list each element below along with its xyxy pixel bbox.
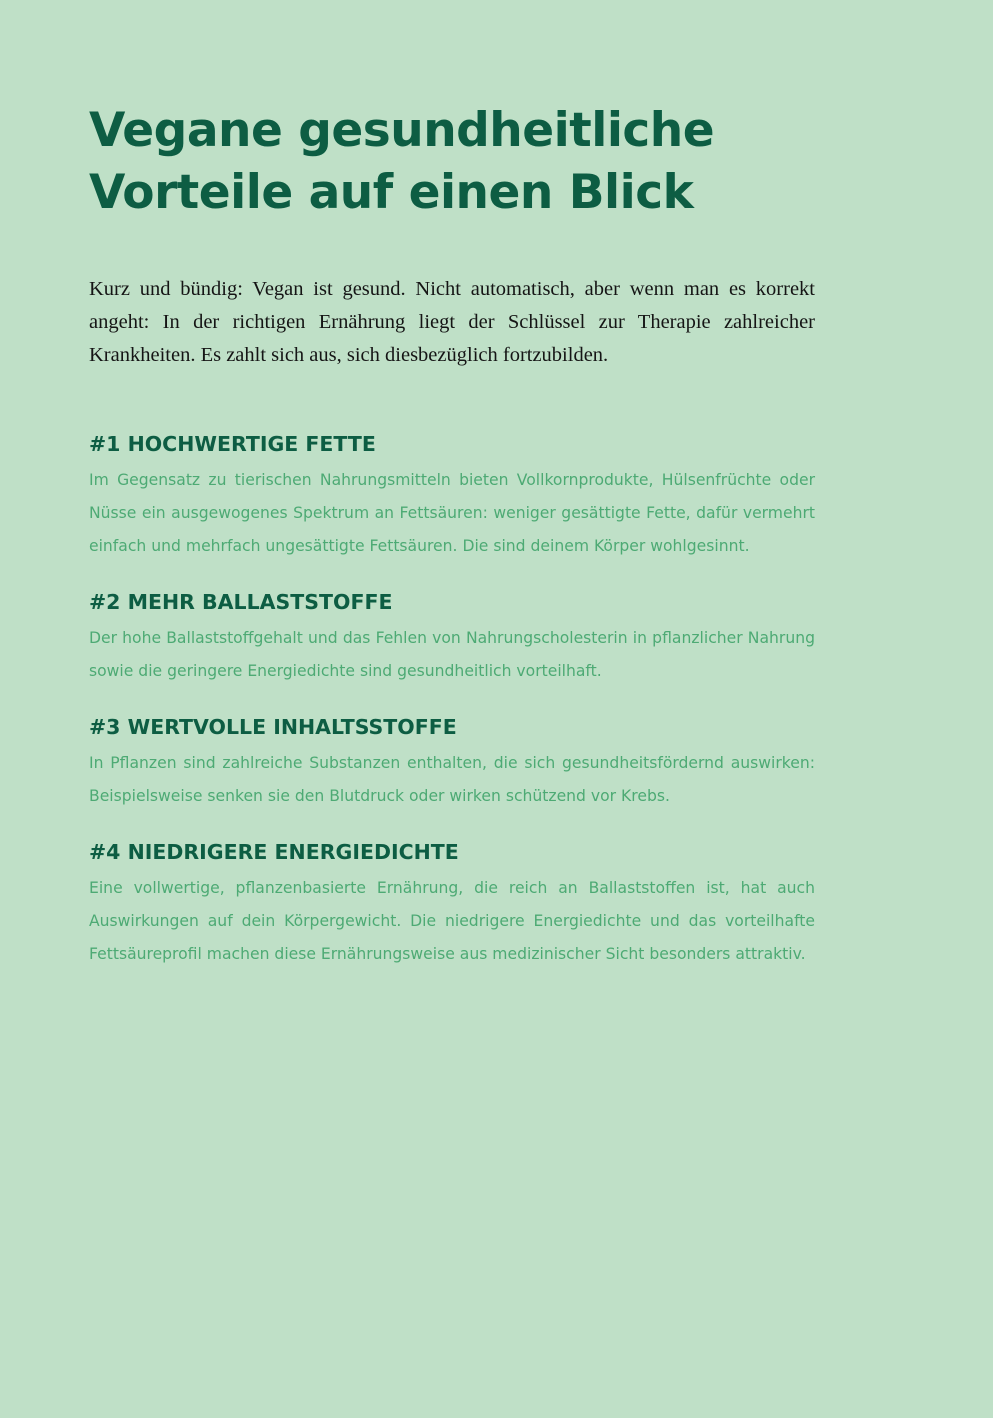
section-heading: #4 NIEDRIGERE ENERGIEDICHTE — [89, 840, 459, 864]
section-heading: #3 WERTVOLLE INHALTSSTOFFE — [89, 715, 457, 739]
section-body: In Pflanzen sind zahlreiche Substanzen enthalten, die sich gesundheitsfördernd auswirken: Beispielsweise senken sie den Blutdruck oder wirken schützend vor Krebs. — [89, 754, 815, 805]
section-body: Der hohe Ballaststoffgehalt und das Fehlen von Nahrungscholesterin in pflanzlicher Nahrung sowie die geringere Energiedichte sind gesundheitlich vorteilhaft. — [89, 629, 815, 680]
section-heading: #1 HOCHWERTIGE FETTE — [89, 432, 376, 456]
intro-paragraph: Kurz und bündig: Vegan ist gesund. Nicht automatisch, aber wenn man es korrekt angeht: In der richtigen Ernährung liegt der Schlüssel zur Therapie zahlreicher Krankheiten. Es zahlt sich aus, sich diesbezüglich fortzubilden. — [89, 278, 815, 366]
document-page — [89, 100, 815, 971]
section-more-fiber — [89, 588, 815, 688]
section-lower-energy-density — [89, 838, 815, 971]
section-heading: #2 MEHR BALLASTSTOFFE — [89, 590, 393, 614]
section-healthy-fats — [89, 430, 815, 563]
page-title: Vegane gesundheitliche Vorteile auf einen Blick — [89, 103, 715, 220]
section-body: Im Gegensatz zu tierischen Nahrungsmitteln bieten Vollkornprodukte, Hülsenfrüchte oder Nüsse ein ausgewogenes Spektrum an Fettsäuren: weniger gesättigte Fette, dafür vermehrt einfach und mehrfach ungesättigte Fettsäuren. Die sind deinem Körper wohlgesinnt. — [89, 471, 815, 555]
section-valuable-substances — [89, 713, 815, 813]
section-body: Eine vollwertige, pflanzenbasierte Ernährung, die reich an Ballaststoffen ist, hat auch Auswirkungen auf dein Körpergewicht. Die niedrigere Energiedichte und das vorteilhafte Fettsäureprofil machen diese Ernährungsweise aus medizinischer Sicht besonders attraktiv. — [89, 879, 815, 963]
